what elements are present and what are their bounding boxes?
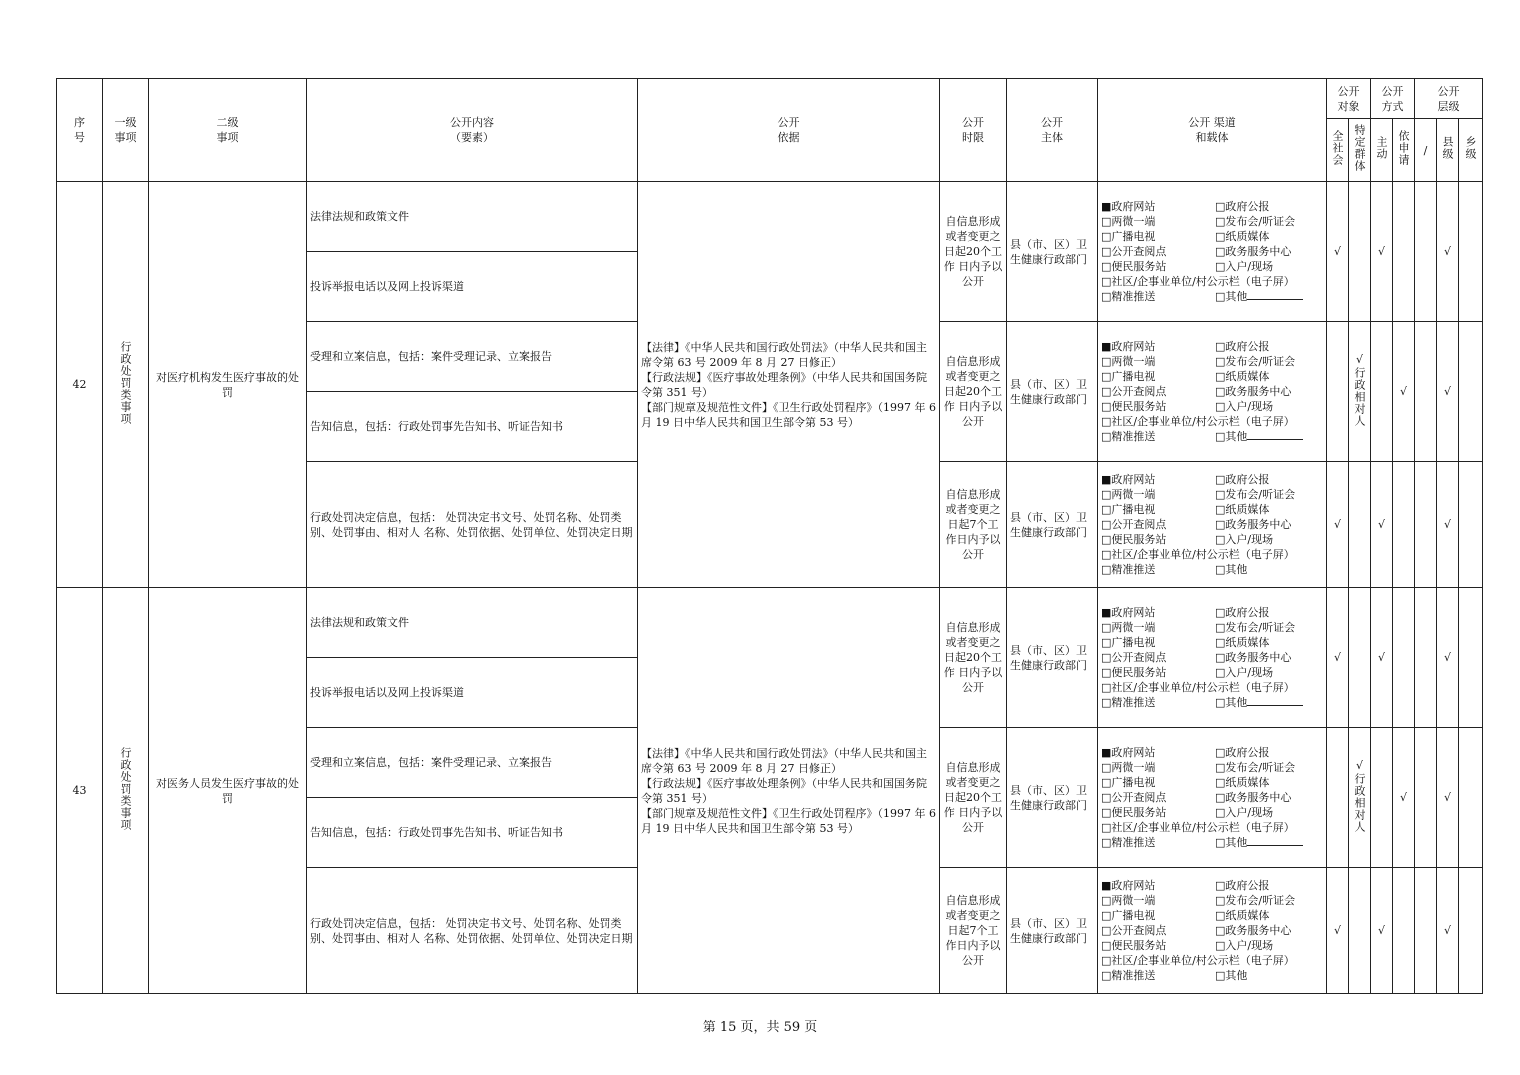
subject-cell: 县（市、区）卫 生健康行政部门 xyxy=(1007,588,1098,728)
channel-item: □广播电视 xyxy=(1101,776,1156,789)
basis-cell: 【法律】《中华人民共和国行政处罚法》（中华人民共和国主席令第 63 号 2009 年 8 月 27 日修正） 【行政法规】《医疗事故处理条例》（中华人民共和国国务院令第 351 号） 【部门规章及规范性文件】《卫生行政处罚程序》（1997 年 6 月 19 日中华人民共和国卫生部令第 53 号） xyxy=(638,588,940,994)
subject-cell: 县（市、区）卫 生健康行政部门 xyxy=(1007,182,1098,322)
channel-item: □其他 xyxy=(1215,695,1323,710)
basis-cell: 【法律】《中华人民共和国行政处罚法》（中华人民共和国主席令第 63 号 2009 年 8 月 27 日修正） 【行政法规】《医疗事故处理条例》（中华人民共和国国务院令第 351 号） 【部门规章及规范性文件】《卫生行政处罚程序》（1997 年 6 月 19 日中华人民共和国卫生部令第 53 号） xyxy=(638,182,940,588)
channel-item: □广播电视 xyxy=(1101,503,1156,516)
channel-item: □广播电视 xyxy=(1101,636,1156,649)
channel-item: □发布会/听证会 xyxy=(1215,355,1296,368)
channel-item: □入户/现场 xyxy=(1215,260,1274,273)
header-basis: 公开 依据 xyxy=(638,79,940,182)
channel-item: ■政府网站 xyxy=(1101,746,1156,759)
level-town-cell xyxy=(1459,728,1483,868)
channel-item: □入户/现场 xyxy=(1215,939,1274,952)
channel-item: □纸质媒体 xyxy=(1215,636,1270,649)
channel-item: □精准推送 xyxy=(1101,430,1156,443)
method-apply-cell: √ xyxy=(1393,322,1415,462)
channel-item: ■政府网站 xyxy=(1101,200,1156,213)
method-apply-cell: √ xyxy=(1393,728,1415,868)
target-specific-cell: √行政相对人 xyxy=(1349,728,1371,868)
channel-item: □政府公报 xyxy=(1215,340,1270,353)
slash-cell xyxy=(1415,868,1437,994)
page-footer: 第 15 页，共 59 页 xyxy=(702,1020,818,1035)
channel-list xyxy=(1101,878,1323,983)
header-level-county: 县级 xyxy=(1441,136,1454,160)
target-all-cell xyxy=(1327,322,1349,462)
channel-item: □政府公报 xyxy=(1215,606,1270,619)
channel-item: □便民服务站 xyxy=(1101,666,1167,679)
time-limit-cell: 自信息形成或者变更之日起7个工作日内予以公开 xyxy=(940,462,1007,588)
channel-item: □政府公报 xyxy=(1215,879,1270,892)
channel-item: □政务服务中心 xyxy=(1215,385,1292,398)
channel-item: □政府公报 xyxy=(1215,746,1270,759)
channel-item: □政务服务中心 xyxy=(1215,651,1292,664)
channel-item: □其他 xyxy=(1215,429,1323,444)
channel-item: ■政府网站 xyxy=(1101,340,1156,353)
slash-cell xyxy=(1415,462,1437,588)
header-level: 公开 层级 xyxy=(1415,79,1483,119)
channel-item: ■政府网站 xyxy=(1101,879,1156,892)
channel-item: □其他 xyxy=(1215,563,1248,576)
channel-list xyxy=(1101,199,1323,304)
channel-item: □发布会/听证会 xyxy=(1215,621,1296,634)
channel-cell xyxy=(1098,868,1327,994)
time-limit-cell: 自信息形成或者变更之日起20个工 作 日内予以 公开 xyxy=(940,588,1007,728)
channel-cell xyxy=(1098,728,1327,868)
subject-cell: 县（市、区）卫 生健康行政部门 xyxy=(1007,462,1098,588)
level-county-cell: √ xyxy=(1437,322,1459,462)
header-method-apply: 依申请 xyxy=(1397,130,1410,166)
channel-item: □纸质媒体 xyxy=(1215,230,1270,243)
header-seq: 序 号 xyxy=(57,79,103,182)
channel-item: □发布会/听证会 xyxy=(1215,215,1296,228)
channel-item: □社区/企事业单位/村公示栏（电子屏） xyxy=(1101,548,1295,561)
channel-cell xyxy=(1098,322,1327,462)
check-mark: √ xyxy=(1333,651,1341,664)
header-channel: 公开 渠道 和载体 xyxy=(1098,79,1327,182)
channel-item: □纸质媒体 xyxy=(1215,776,1270,789)
time-limit-cell: 自信息形成或者变更之日起20个工 作 日内予以 公开 xyxy=(940,728,1007,868)
channel-item: □发布会/听证会 xyxy=(1215,761,1296,774)
method-active-cell xyxy=(1371,728,1393,868)
method-apply-cell xyxy=(1393,182,1415,322)
channel-item: □精准推送 xyxy=(1101,969,1156,982)
channel-item: □其他 xyxy=(1215,835,1323,850)
slash-cell xyxy=(1415,728,1437,868)
channel-item: □两微一端 xyxy=(1101,621,1156,634)
time-limit-cell: 自信息形成或者变更之日起20个工 作 日内予以 公开 xyxy=(940,322,1007,462)
method-active-cell xyxy=(1371,322,1393,462)
channel-item: □入户/现场 xyxy=(1215,533,1274,546)
target-specific-cell xyxy=(1349,182,1371,322)
channel-item: □广播电视 xyxy=(1101,230,1156,243)
channel-item: □精准推送 xyxy=(1101,563,1156,576)
channel-list xyxy=(1101,472,1323,577)
content-item: 受理和立案信息，包括：案件受理记录、立案报告 xyxy=(307,322,638,392)
slash-cell xyxy=(1415,322,1437,462)
level-county-cell: √ xyxy=(1437,868,1459,994)
channel-item: □发布会/听证会 xyxy=(1215,894,1296,907)
channel-item: □广播电视 xyxy=(1101,370,1156,383)
channel-item: □纸质媒体 xyxy=(1215,909,1270,922)
level-town-cell xyxy=(1459,182,1483,322)
channel-item: □政务服务中心 xyxy=(1215,924,1292,937)
channel-item: □政务服务中心 xyxy=(1215,518,1292,531)
content-item: 法律法规和政策文件 xyxy=(307,182,638,252)
channel-item: □精准推送 xyxy=(1101,836,1156,849)
target-specific-cell xyxy=(1349,868,1371,994)
header-slash: / xyxy=(1415,119,1437,182)
channel-list xyxy=(1101,745,1323,850)
method-apply-cell xyxy=(1393,588,1415,728)
channel-item: □广播电视 xyxy=(1101,909,1156,922)
channel-item: □两微一端 xyxy=(1101,355,1156,368)
channel-item: □便民服务站 xyxy=(1101,533,1167,546)
content-item: 法律法规和政策文件 xyxy=(307,588,638,658)
channel-item: □公开查阅点 xyxy=(1101,651,1167,664)
channel-item: □两微一端 xyxy=(1101,894,1156,907)
channel-item: □公开查阅点 xyxy=(1101,245,1167,258)
table-row xyxy=(57,182,1483,252)
channel-item: □两微一端 xyxy=(1101,761,1156,774)
seq-cell: 42 xyxy=(57,182,103,588)
channel-item: □政府公报 xyxy=(1215,200,1270,213)
subject-cell: 县（市、区）卫 生健康行政部门 xyxy=(1007,868,1098,994)
channel-item: □入户/现场 xyxy=(1215,666,1274,679)
level-town-cell xyxy=(1459,868,1483,994)
channel-item: □其他 xyxy=(1215,969,1248,982)
channel-item: □社区/企事业单位/村公示栏（电子屏） xyxy=(1101,954,1295,967)
level-town-cell xyxy=(1459,322,1483,462)
content-item: 告知信息，包括：行政处罚事先告知书、听证告知书 xyxy=(307,392,638,462)
channel-item: □便民服务站 xyxy=(1101,400,1167,413)
time-limit-cell: 自信息形成或者变更之日起7个工作日内予以公开 xyxy=(940,868,1007,994)
channel-item: □公开查阅点 xyxy=(1101,385,1167,398)
target-specific-cell xyxy=(1349,462,1371,588)
check-mark: √ xyxy=(1333,924,1341,937)
header-target-all: 全社会 xyxy=(1331,130,1344,166)
target-specific-cell: √行政相对人 xyxy=(1349,322,1371,462)
channel-item: □公开查阅点 xyxy=(1101,924,1167,937)
level-town-cell xyxy=(1459,462,1483,588)
header-level-town: 乡级 xyxy=(1464,136,1478,160)
subject-cell: 县（市、区）卫 生健康行政部门 xyxy=(1007,728,1098,868)
channel-item: □社区/企事业单位/村公示栏（电子屏） xyxy=(1101,821,1295,834)
method-apply-cell xyxy=(1393,462,1415,588)
header-content: 公开内容 （要素） xyxy=(307,79,638,182)
level-town-cell xyxy=(1459,588,1483,728)
level-county-cell: √ xyxy=(1437,588,1459,728)
channel-item: □公开查阅点 xyxy=(1101,518,1167,531)
channel-item: □入户/现场 xyxy=(1215,400,1274,413)
content-item: 告知信息，包括：行政处罚事先告知书、听证告知书 xyxy=(307,798,638,868)
method-active-cell: √ xyxy=(1371,588,1393,728)
channel-item: □社区/企事业单位/村公示栏（电子屏） xyxy=(1101,681,1295,694)
channel-item: □其他 xyxy=(1215,289,1323,304)
method-apply-cell xyxy=(1393,868,1415,994)
header-target: 公开 对象 xyxy=(1327,79,1371,119)
target-all-cell xyxy=(1327,462,1349,588)
channel-item: □社区/企事业单位/村公示栏（电子屏） xyxy=(1101,415,1295,428)
channel-item: ■政府网站 xyxy=(1101,606,1156,619)
content-item: 投诉举报电话以及网上投诉渠道 xyxy=(307,658,638,728)
header-level1: 一级 事项 xyxy=(103,79,149,182)
channel-item: ■政府网站 xyxy=(1101,473,1156,486)
target-all-cell xyxy=(1327,588,1349,728)
table-row xyxy=(57,588,1483,658)
level-county-cell: √ xyxy=(1437,182,1459,322)
channel-item: □纸质媒体 xyxy=(1215,503,1270,516)
channel-item: □公开查阅点 xyxy=(1101,791,1167,804)
subject-cell: 县（市、区）卫 生健康行政部门 xyxy=(1007,322,1098,462)
content-item: 行政处罚决定信息，包括： 处罚决定书文号、处罚名称、处罚类别、处罚事由、相对人 名称、处罚依据、处罚单位、处罚决定日期 xyxy=(307,868,638,994)
channel-item: □便民服务站 xyxy=(1101,939,1167,952)
target-all-cell xyxy=(1327,182,1349,322)
channel-item: □便民服务站 xyxy=(1101,806,1167,819)
disclosure-table xyxy=(56,78,1483,994)
check-mark: √ xyxy=(1333,518,1341,531)
header-level2: 二级 事项 xyxy=(149,79,307,182)
header-subject: 公开 主体 xyxy=(1007,79,1098,182)
check-mark: √ xyxy=(1333,245,1341,258)
target-all-cell xyxy=(1327,868,1349,994)
content-item: 受理和立案信息，包括：案件受理记录、立案报告 xyxy=(307,728,638,798)
channel-item: □精准推送 xyxy=(1101,696,1156,709)
level2-cell: 对医务人员发生医疗事故的处罚 xyxy=(149,588,307,994)
channel-list xyxy=(1101,605,1323,710)
slash-cell xyxy=(1415,182,1437,322)
channel-item: □政府公报 xyxy=(1215,473,1270,486)
header-method-active: 主动 xyxy=(1375,136,1388,160)
seq-cell: 43 xyxy=(57,588,103,994)
method-active-cell: √ xyxy=(1371,868,1393,994)
channel-item: □政务服务中心 xyxy=(1215,245,1292,258)
channel-cell xyxy=(1098,462,1327,588)
time-limit-cell: 自信息形成或者变更之日起20个工 作 日内予以 公开 xyxy=(940,182,1007,322)
channel-cell xyxy=(1098,182,1327,322)
method-active-cell: √ xyxy=(1371,182,1393,322)
level-county-cell: √ xyxy=(1437,728,1459,868)
channel-cell xyxy=(1098,588,1327,728)
channel-item: □便民服务站 xyxy=(1101,260,1167,273)
slash-cell xyxy=(1415,588,1437,728)
channel-item: □精准推送 xyxy=(1101,290,1156,303)
level-county-cell: √ xyxy=(1437,462,1459,588)
target-specific-cell xyxy=(1349,588,1371,728)
header-time-limit: 公开 时限 xyxy=(940,79,1007,182)
level1-cell: 行政处罚类事项 xyxy=(119,746,132,831)
content-item: 投诉举报电话以及网上投诉渠道 xyxy=(307,252,638,322)
method-active-cell: √ xyxy=(1371,462,1393,588)
channel-item: □发布会/听证会 xyxy=(1215,488,1296,501)
content-item: 行政处罚决定信息，包括： 处罚决定书文号、处罚名称、处罚类别、处罚事由、相对人 名称、处罚依据、处罚单位、处罚决定日期 xyxy=(307,462,638,588)
channel-item: □政务服务中心 xyxy=(1215,791,1292,804)
channel-item: □纸质媒体 xyxy=(1215,370,1270,383)
channel-item: □入户/现场 xyxy=(1215,806,1274,819)
channel-item: □两微一端 xyxy=(1101,488,1156,501)
level1-cell: 行政处罚类事项 xyxy=(119,340,132,425)
header-target-specific: 特定群体 xyxy=(1353,124,1366,172)
header-method: 公开 方式 xyxy=(1371,79,1415,119)
level2-cell: 对医疗机构发生医疗事故的处罚 xyxy=(149,182,307,588)
target-all-cell xyxy=(1327,728,1349,868)
channel-item: □社区/企事业单位/村公示栏（电子屏） xyxy=(1101,275,1295,288)
channel-item: □两微一端 xyxy=(1101,215,1156,228)
channel-list xyxy=(1101,339,1323,444)
